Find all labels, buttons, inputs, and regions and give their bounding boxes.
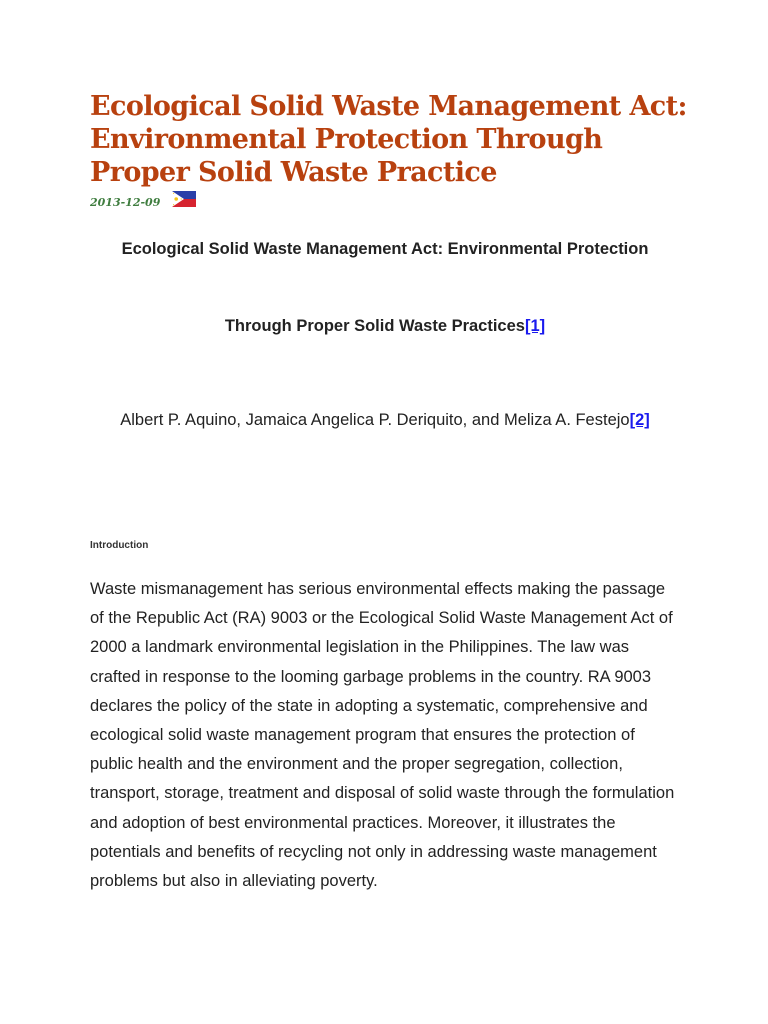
footnote-link-1[interactable]: [1] [524, 317, 546, 335]
article-meta [90, 193, 196, 211]
document-subheading [90, 311, 680, 341]
document-subheading-text: Through Proper Solid Waste Practices [224, 317, 525, 335]
introduction-paragraph: Waste mismanagement has serious environmental effects making the passage of the Republic Act (RA) 9003 or the Ecological Solid Waste Management Act of 2000 a landmark environmental legislation in the Philippines. The law was crafted in response to the looming garbage problems in the country. RA 9003 declares the policy of the state in adopting a systematic, comprehensive and ecological solid waste management program that ensures the protection of public health and the environment and the proper segregation, collection, transport, storage, treatment and disposal of solid waste through the formulation and adoption of best environmental practices. Moreover, it illustrates the potentials and benefits of recycling not only in addressing waste management problems but also in alleviating poverty. [90, 580, 675, 891]
authors-line [90, 405, 680, 435]
footnote-link-2[interactable]: [2] [629, 411, 650, 429]
document-heading: Ecological Solid Waste Management Act: Environmental Protection [121, 240, 649, 258]
article-title: Ecological Solid Waste Management Act: Environmental Protection Through Proper Solid Waste Practice [90, 91, 687, 188]
article-date: 2013-12-09 [90, 195, 161, 209]
philippines-flag-icon [172, 191, 196, 207]
authors-text: Albert P. Aquino, Jamaica Angelica P. Deriquito, and Meliza A. Festejo [120, 411, 630, 429]
section-label-introduction: Introduction [90, 540, 149, 551]
